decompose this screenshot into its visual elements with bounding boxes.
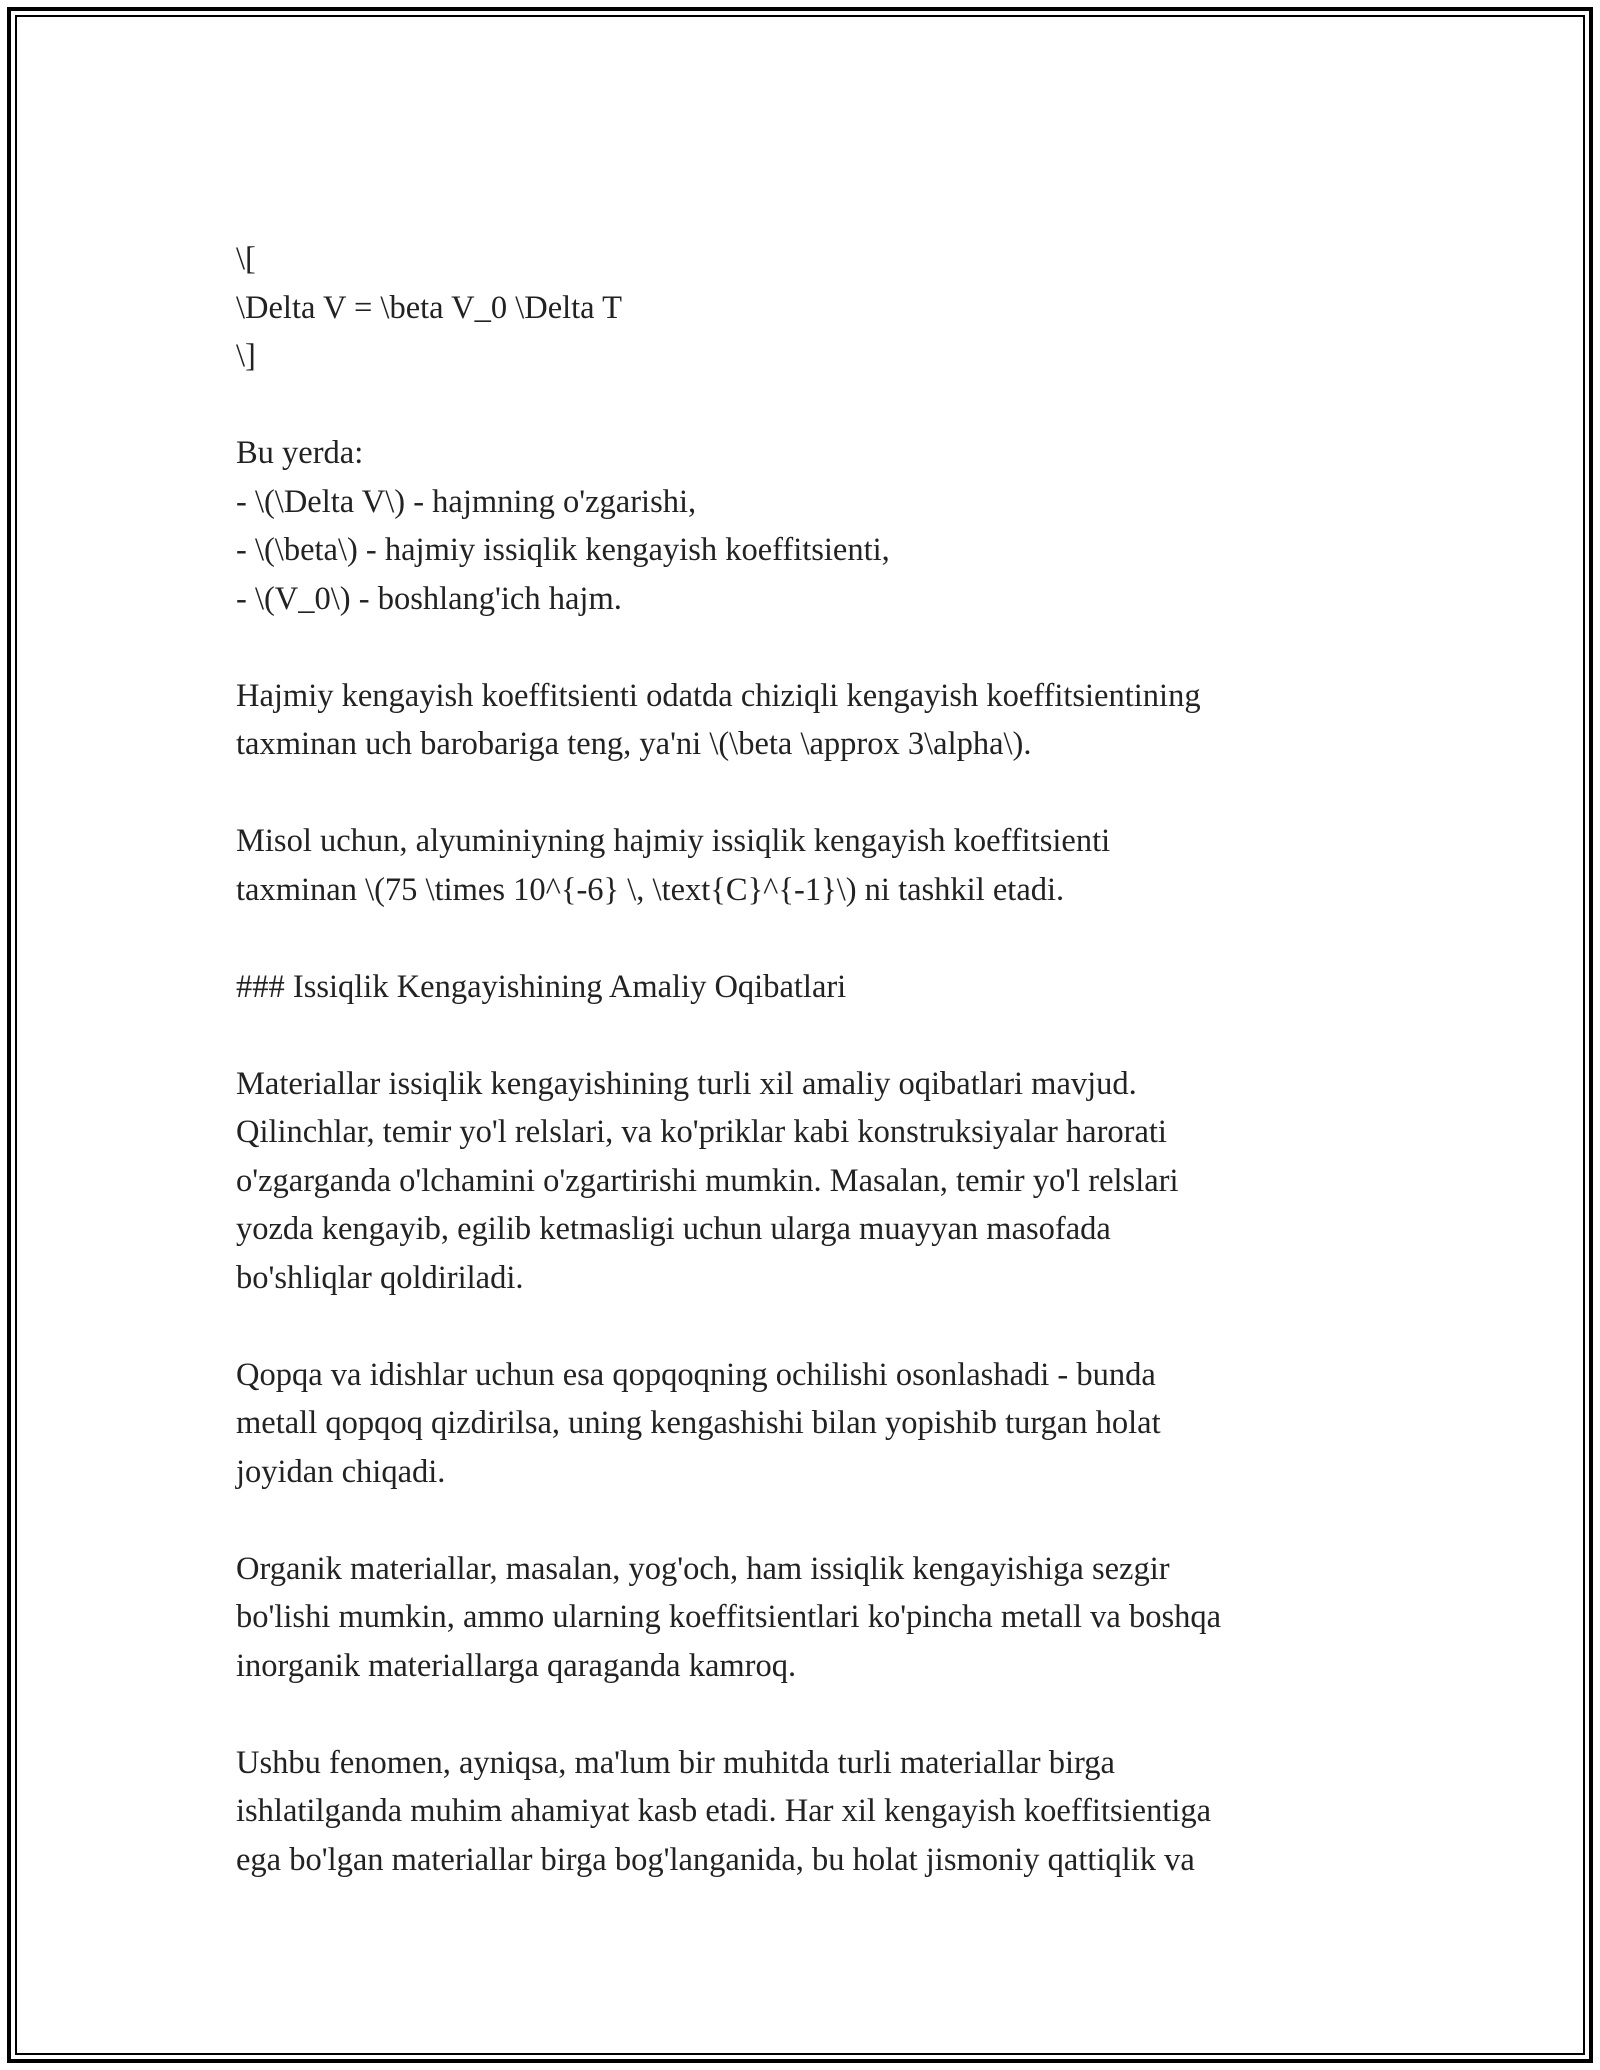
text-line: Qopqa va idishlar uchun esa qopqoqning ochilishi osonlashadi - bunda xyxy=(236,1356,1156,1393)
blank-line xyxy=(236,623,1386,672)
text-line: \] xyxy=(236,338,256,374)
text-line: - \(V_0\) - boshlang'ich hajm. xyxy=(236,580,622,617)
text-line: Qilinchlar, temir yo'l relslari, va ko'priklar kabi konstruksiyalar harorati xyxy=(236,1114,1167,1150)
text-line: Ushbu fenomen, ayniqsa, ma'lum bir muhitda turli materiallar birga xyxy=(236,1744,1115,1781)
text-line: inorganik materiallarga qaraganda kamroq. xyxy=(236,1647,797,1684)
text-line: Organik materiallar, masalan, yog'och, ham issiqlik kengayishiga sezgir xyxy=(236,1550,1170,1587)
text-line: - \(\Delta V\) - hajmning o'zgarishi, xyxy=(236,483,697,520)
text-line: taxminan uch barobariga teng, ya'ni \(\beta \approx 3\alpha\). xyxy=(236,726,1032,762)
text-line: o'zgarganda o'lchamini o'zgartirishi mumkin. Masalan, temir yo'l relslari xyxy=(236,1162,1179,1199)
section-heading: ### Issiqlik Kengayishining Amaliy Oqibatlari xyxy=(236,968,847,1005)
text-line: joyidan chiqadi. xyxy=(236,1453,446,1490)
text-line: bo'shliqlar qoldiriladi. xyxy=(236,1259,524,1296)
blank-line xyxy=(236,1690,1386,1739)
text-line: ega bo'lgan materiallar birga bog'langanida, bu holat jismoniy qattiqlik va xyxy=(236,1841,1195,1878)
text-line: Materiallar issiqlik kengayishining turli xil amaliy oqibatlari mavjud. xyxy=(236,1065,1137,1102)
blank-line xyxy=(236,1011,1386,1060)
text-line: \Delta V = \beta V_0 \Delta T xyxy=(236,289,623,326)
blank-line xyxy=(236,1302,1386,1351)
blank-line xyxy=(236,914,1386,963)
blank-line xyxy=(236,1496,1386,1545)
text-line: - \(\beta\) - hajmiy issiqlik kengayish koeffitsienti, xyxy=(236,532,890,568)
text-line: Hajmiy kengayish koeffitsienti odatda chiziqli kengayish koeffitsientining xyxy=(236,677,1201,714)
text-line: ishlatilganda muhim ahamiyat kasb etadi. Har xil kengayish koeffitsientiga xyxy=(236,1793,1212,1829)
text-line: metall qopqoq qizdirilsa, uning kengashishi bilan yopishib turgan holat xyxy=(236,1405,1161,1441)
text-line: \[ xyxy=(236,241,256,277)
text-line: taxminan \(75 \times 10^{-6} \, \text{C}^{-1}\) ni tashkil etadi. xyxy=(236,871,1065,908)
blank-line xyxy=(236,769,1386,818)
text-line: Bu yerda: xyxy=(236,435,364,471)
text-line: Misol uchun, alyuminiyning hajmiy issiqlik kengayish koeffitsienti xyxy=(236,823,1111,859)
text-line: bo'lishi mumkin, ammo ularning koeffitsientlari ko'pincha metall va boshqa xyxy=(236,1599,1222,1635)
text-line: yozda kengayib, egilib ketmasligi uchun ularga muayyan masofada xyxy=(236,1211,1111,1247)
blank-line xyxy=(236,381,1386,430)
document-body xyxy=(236,235,1386,1884)
